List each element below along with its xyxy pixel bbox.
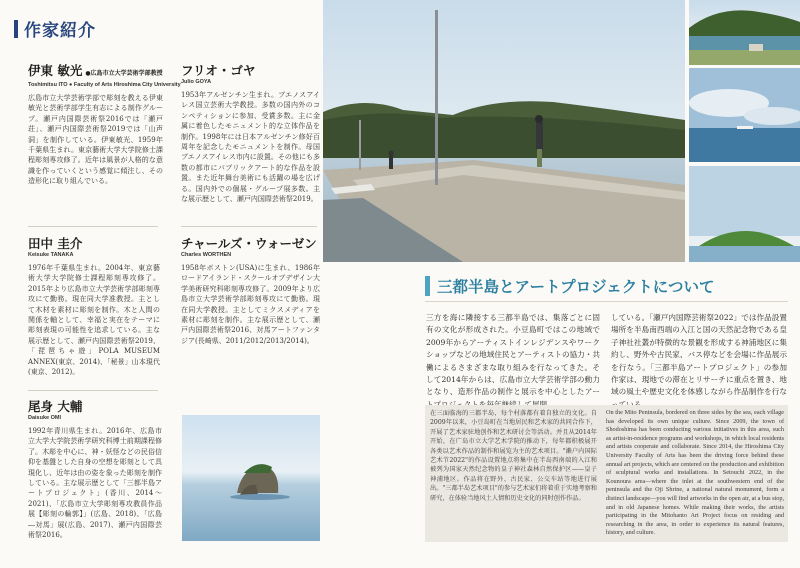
artist-romaji: Keisuke TANAKA: [28, 252, 74, 258]
ap-jp-right: している。「瀬戸内国際芸術祭2022」では作品設置場所を半島南西端の入江と国の天然記念物である皇子神社社叢が特徴的な景観を形成する神浦地区に集約し、野外や古民家、バス停などを会場に作品展示を行なう。「三都半島アートプロジェクト」の参加作家は、現地での滞在とリサーチに重点を置き、地域の風土や歴史文化を体感しながら作品制作を行な: [611, 313, 787, 397]
title-accent-bar: [14, 20, 18, 38]
harbor-illustration: [323, 0, 685, 262]
coast-illustration: [689, 0, 800, 65]
artist-name: フリオ・ゴヤ: [181, 63, 256, 78]
heading-accent-bar: [425, 276, 430, 296]
artist-bio: 1976年千葉県生まれ。2004年、東京藝術大学大学院修士課程彫刻専攻修了。2015年より広島市立大学芸術学部彫刻専攻にて勤務。現在同大学准教授。主として木材を素材に彫刻を制作。木と人間の関係を軸として、幸福と実在をテーマに彫刻表現の可能性を追求している。主な展示歴として、瀬戸内国際芸術祭2019、「琵琶ちゃ遊」POLA MUSEUM ANNEX(東京、2014)、「秘景」山本現代(東京、2012)。: [28, 264, 160, 377]
artist-bio: 広島市立大学芸術学部で彫刻を教える伊東敏光と芸術学部学生有志による制作グループ。瀬戸内国際芸術祭2016では「瀬戸荘」、瀬戸内国際芸術祭2019では「山声洞」を制作している。伊東敏光、1959年千葉県生まれ。東京藝術大学大学院修士課程彫刻専攻修了。近年は風景が人格的な意識を作っていくという感覚に傾注し、その造形化に取り組んでいる。: [28, 94, 163, 186]
artist-romaji: Daisuke OMI: [28, 415, 62, 421]
rocks-illustration: [182, 415, 320, 541]
art-project-title: 三都半島とアートプロジェクトについて: [437, 278, 715, 296]
divider: [28, 390, 158, 391]
art-project-heading: [425, 275, 785, 297]
heading-underline: [425, 301, 788, 302]
ap-jp-left: 三方を海に隣接する三都半島では、集落ごとに固有の文化が形成された。小豆島町ではこの地域で2009年からアーティストインレジデンスやワークショップなどの地域住民とアーティストの協力・共働によるさまざまな取り組みを行なってきた。そして2014年からは、広島市立大学芸術学部の動力となり、造形作品の制作と展示を中心としたアー: [426, 313, 600, 397]
rocks-photo: [182, 415, 320, 541]
artist-bio: 1992年青川県生まれ。2016年、広島市立大学大学院芸術学研究科博士前期課程修了。木彫を中心に、神・妖怪などの民俗信仰を基盤とした自身の空想を彫刻として具現化し、近年は由の姿を象った彫刻を制作している。主な展示歴として「三都半島アートプロジェクト」(香川、2014～2021)、「広島市立大学彫刻専攻教員作品展【彫刻の輪郭】」(広島、2018)、「広島―対馬」展(広島、2017)、瀬戸内国際芸術祭2016。: [28, 427, 162, 540]
divider: [28, 226, 158, 227]
ap-chinese-text: 在三面临海的三都半岛，每个村落都有着自独立的文化。自2009年以来，小豆岛町在当地居民和艺术家的共同合作下，开展了艺术家驻地创作和艺术研讨会等活动。并且从2014年开始，在广岛市立大学艺术学院的推动下，每年都积极展开各类以艺术作品的制作和展览为主的艺术项目。"濑户内国际艺术节2022"的作品设置地点将集中在半岛西南端的入江和被列为国家天然纪念物的皇子神社森林自然保护区——皇子神浦地区。作品将在野外、古民家、公交车站等地进行展出。"三都半岛艺术项目"的参与艺术家们将着重于实地考察和研究，在体验当地风土人情和历史文化的同时创作作品。: [430, 410, 597, 502]
island-illustration: [689, 166, 800, 262]
artist-affiliation: ●広島市立大学芸術学部教授: [85, 70, 163, 77]
artist-tanaka: [28, 237, 160, 377]
sea-sky-illustration: [689, 68, 800, 162]
artist-name: チャールズ・ウォーゼン: [181, 236, 317, 251]
ap-english-text: On the Mito Peninsula, bordered on three sides by the sea, each village has developed its own unique culture. Since 2009, the town of Shodoshima has been conducting various initiatives in this area, such as artist-in-residence programs and workshops, in which local residents and artists cooperate and collaborate. Since 2014, the Hiroshima City University Faculty of Arts has been the driving force behind these annual art projects, which are centered on the production and exhibition of sculptural works and installations. In Setouchi 2022, in the Kounoura area—where the inlet at the southwestern end of the peninsula and the Oji Shrine, a national natural monument, form a distinct landscape—you will find artworks in the open air, at a bus stop, and in old Japanese homes. While making their works, the artists participating in the Mitohanto Art Project focus on residing and researching in the area, in order to experience its natural features, history, and culture.: [606, 409, 784, 537]
coast-photo: [689, 0, 800, 65]
artist-bio: 1953年アルゼンチン生まれ。ブエノスアイレス国立芸術大学教授。多数の国内外のコンペティションに参加、受賞多数。主に金属に着色したモニュメント的な立体作品を制作。1998年には日本アルゼンチン修好百周年を記念したモニュメントを制作。母国ブエノスアイレス市内に設置。その他にも多数の都市にパブリックアート的な作品を設置。また近年舞台美術にも活躍の場を広げる。国内外での個展・グループ展多数。主な展示歴として、瀬戸内国際芸術祭2019。: [181, 91, 320, 204]
artist-omi: [28, 400, 162, 540]
harbor-photo: [323, 0, 685, 262]
artist-bio: 1958年ボストン(USA)に生まれ、1986年ロードアイランド・スクールオブデザイン大学美術研究科彫刻専攻修了。2009年より広島市立大学芸術学部彫刻専攻にて勤務。現在同大学教授。主としてミクスメディアを素材に彫刻を制作。主な展示歴として、瀬戸内国際芸術祭2016、対馬アートファンタジア(長崎県、2011/2012/2013/2014)。: [181, 264, 320, 345]
section-title-text: 作家紹介: [24, 21, 96, 41]
artist-name: 田中 圭介: [28, 236, 83, 251]
artist-name: 尾身 大輔: [28, 399, 83, 414]
artist-romaji: Julio GOYA: [181, 79, 212, 85]
artist-worthen: [181, 237, 320, 346]
sea-sky-photo: [689, 68, 800, 162]
artist-goya: [181, 64, 320, 204]
artist-romaji: Charles WORTHEN: [181, 252, 232, 258]
section-title: [14, 16, 96, 41]
island-photo: [689, 166, 800, 262]
artist-romaji: Toshimitsu ITO ● Faculty of Arts Hiroshima City University: [28, 82, 181, 88]
divider: [181, 226, 317, 227]
artist-name: 伊東 敏光: [28, 63, 83, 78]
artist-ito: [28, 63, 181, 187]
